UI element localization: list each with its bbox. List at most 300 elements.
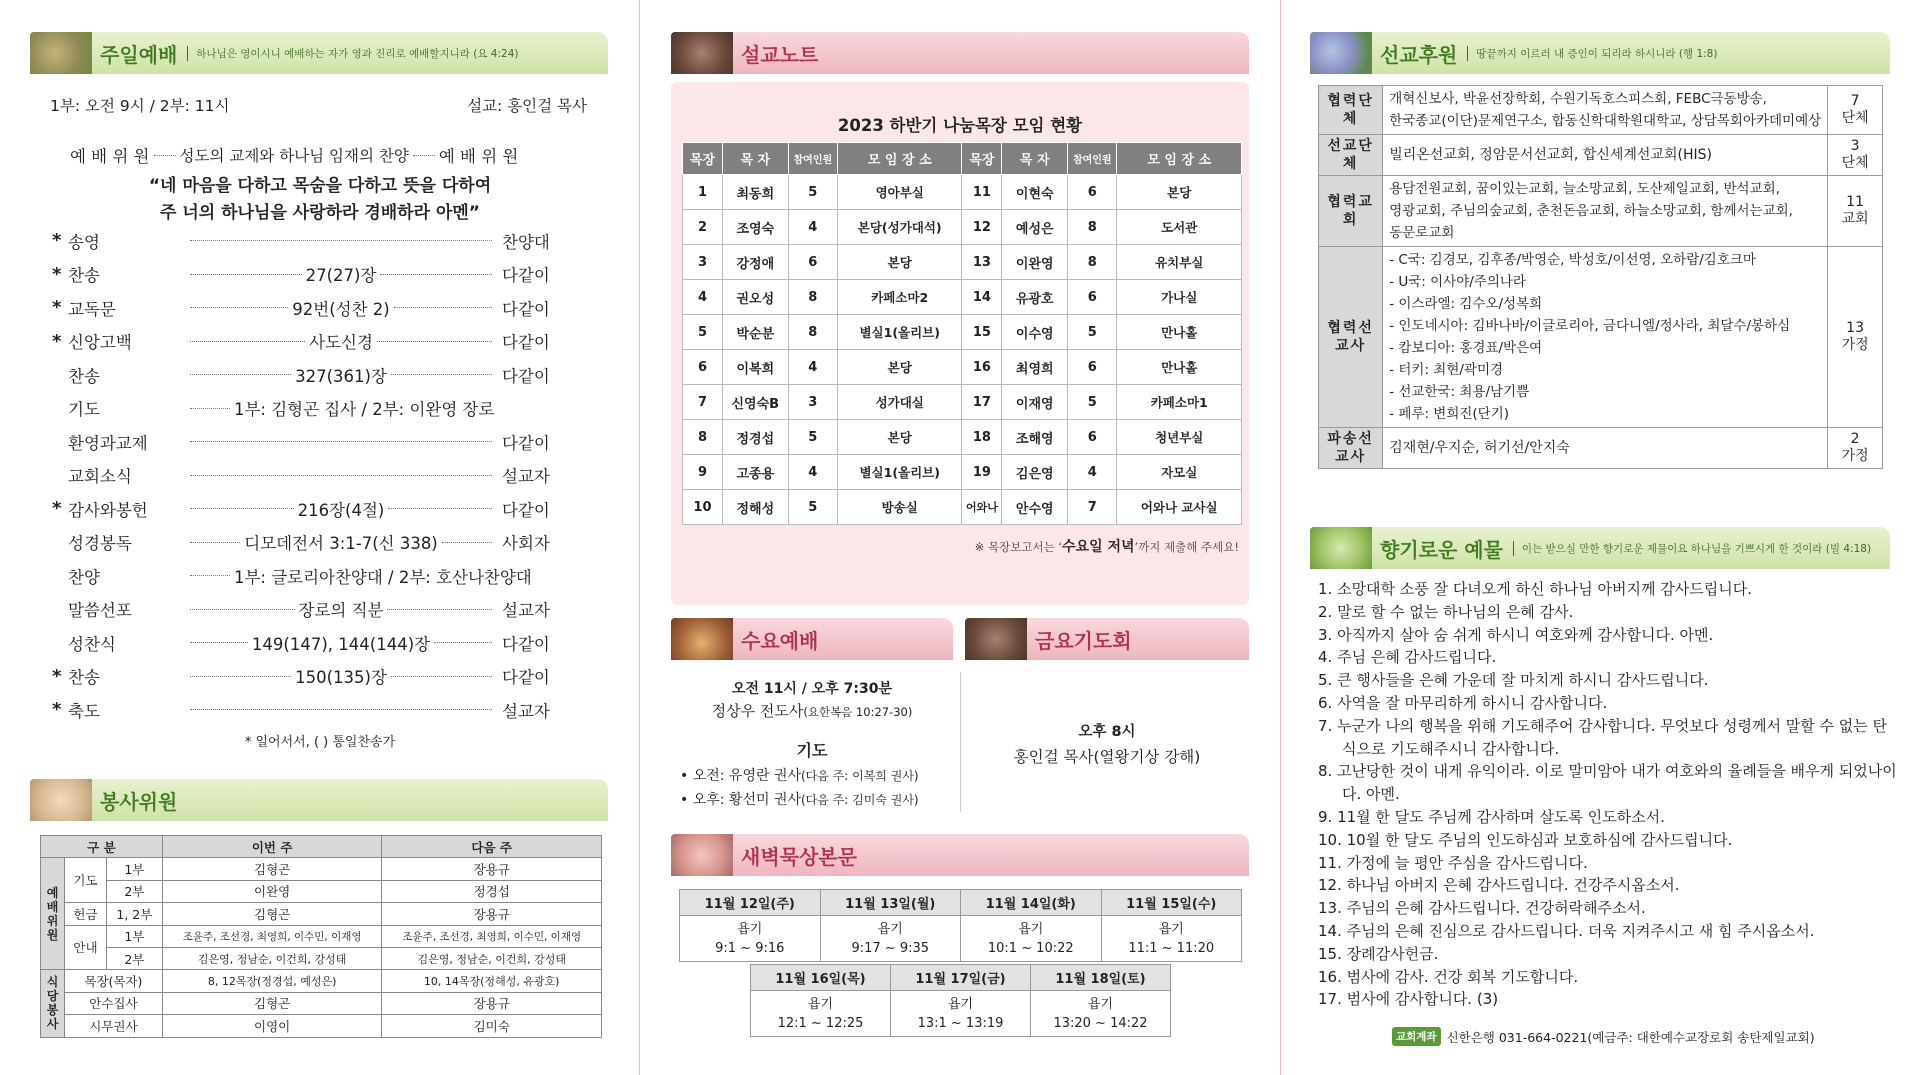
group-table-cell: 어와나 교사실 <box>1117 490 1242 525</box>
mission-line: - U국: 이사야/주의나라 <box>1389 274 1526 290</box>
list-item: 11. 가정에 늘 평안 주심을 감사드립니다. <box>1318 853 1588 872</box>
account-text: 신한은행 031-664-0221(예금주: 대한예수교장로회 송탄제일교회) <box>1446 1029 1815 1045</box>
table-row <box>683 245 1242 280</box>
group-table-cell: 권오성 <box>722 280 788 315</box>
wednesday-leader-line <box>671 700 953 721</box>
group-kitchen: 식당봉사 <box>41 970 65 1037</box>
group-table-cell: 5 <box>788 420 837 455</box>
order-label: 말씀선포 <box>68 601 132 620</box>
order-label: 신앙고백 <box>68 333 132 352</box>
group-table-cell: 어와나 <box>962 490 1002 525</box>
volunteers-table <box>40 835 602 1038</box>
order-detail: 216장(4절) <box>297 500 385 520</box>
group-table-cell: 본당 <box>837 350 961 385</box>
order-leader: 설교자 <box>502 601 550 620</box>
list-item: 1. 소망대학 소풍 잘 다녀오게 하신 하나님 아버지께 감사드립니다. <box>1318 580 1752 598</box>
table-row <box>41 970 602 992</box>
group-table-header: 참여인원 <box>788 143 837 175</box>
group-table-cell: 이완영 <box>1002 245 1068 280</box>
worship-order-item <box>52 325 588 358</box>
group-table-cell: 예성은 <box>1002 210 1068 245</box>
mission-count-part: 13 <box>1846 320 1864 336</box>
order-label: 축도 <box>68 701 100 721</box>
order-label: 송영 <box>68 232 100 252</box>
creed-line-1: “네 마음을 다하고 목숨을 다하고 뜻을 다하여 <box>148 176 492 196</box>
wednesday-pm <box>680 789 919 809</box>
pinecone-icon <box>30 32 92 74</box>
table-row <box>683 280 1242 315</box>
mission-row-count <box>1828 247 1883 428</box>
worship-subtitle: 하나님은 영이시니 예배하는 자가 영과 진리로 예배할지니라 (요 4:24) <box>187 46 518 61</box>
mission-count-part: 단체 <box>1841 155 1869 171</box>
dawn-date: 11월 17일(금) <box>891 965 1031 991</box>
order-detail: 92번(성찬 2) <box>292 299 390 319</box>
list-item: 14. 주님의 은혜 진심으로 감사드립니다. 더욱 지켜주시고 새 힘 주시옵소서. <box>1318 921 1815 940</box>
wednesday-time: 오전 11시 / 오후 7:30분 <box>731 681 893 697</box>
group-table-cell: 영아부실 <box>837 175 961 210</box>
order-detail: 디모데전서 3:1-7(신 338) <box>244 534 438 553</box>
mission-row-body <box>1383 86 1828 135</box>
order-detail: 150(135)장 <box>295 668 387 687</box>
volunteers-title: 봉사위원 <box>100 789 178 814</box>
group-table-cell: 조영숙 <box>722 210 788 245</box>
mission-row-body <box>1383 176 1828 247</box>
mission-row-count <box>1828 428 1883 469</box>
group-table-cell: 고종용 <box>722 455 788 490</box>
worship-order-item <box>52 425 588 458</box>
small-group-table-title: 2023 하반기 나눔목장 모임 현황 <box>837 116 1083 135</box>
group-table-cell: 8 <box>788 280 837 315</box>
sub-cell: 1부 <box>106 858 162 880</box>
cat-cell: 안수집사 <box>64 992 162 1014</box>
this-week-cell: 8, 12목장(정경섭, 예성은) <box>162 970 382 992</box>
pm-leader: • 오후: 황선미 권사 <box>680 792 801 808</box>
group-table-cell: 6 <box>788 245 837 280</box>
small-group-table <box>682 142 1242 525</box>
bible-cross-icon <box>965 618 1027 660</box>
group-table-cell: 유치부실 <box>1117 245 1242 280</box>
group-table-cell: 4 <box>1068 455 1117 490</box>
mission-title: 선교후원 <box>1380 42 1458 67</box>
worship-times: 1부: 오전 9시 / 2부: 11시 <box>50 97 230 115</box>
group-table-cell: 8 <box>1068 210 1117 245</box>
dawn-passage: 욥기 12:1 ~ 12:25 <box>751 991 891 1037</box>
group-table-cell: 11 <box>962 175 1002 210</box>
mission-line: - 캄보디아: 홍경표/박은여 <box>1389 340 1543 356</box>
sub-cell: 1부 <box>106 925 162 947</box>
mission-table <box>1318 85 1883 469</box>
list-item: 5. 큰 행사들을 은혜 가운데 잘 마치게 하시니 감사드립니다. <box>1318 671 1709 690</box>
order-label: 기도 <box>68 400 100 419</box>
worship-order-item <box>52 392 588 425</box>
table-row <box>41 858 602 880</box>
cat-cell: 목장(목자) <box>64 970 162 992</box>
order-leader: 다같이 <box>502 366 550 386</box>
mission-row-body <box>1383 428 1828 469</box>
list-item: 10. 10월 한 달도 주님의 인도하심과 보호하심에 감사드립니다. <box>1318 830 1733 849</box>
dawn-date: 11월 14일(화) <box>961 890 1102 916</box>
dawn-passage: 욥기 11:1 ~ 11:20 <box>1101 916 1242 962</box>
group-table-cell: 이복희 <box>722 350 788 385</box>
worship-order-item <box>52 291 588 324</box>
wednesday-leader: 정상우 전도사 <box>711 702 804 720</box>
group-table-cell: 박순분 <box>722 315 788 350</box>
account-badge: 교회계좌 <box>1392 1027 1441 1046</box>
group-table-cell: 6 <box>1068 175 1117 210</box>
dawn-title: 새벽묵상본문 <box>741 844 857 869</box>
standing-mark: * <box>52 665 62 687</box>
group-table-cell: 최영희 <box>1002 350 1068 385</box>
dawn-passage: 욥기 9:17 ~ 9:35 <box>820 916 961 962</box>
order-label: 성경봉독 <box>68 534 132 553</box>
mission-count-part: 11 <box>1846 194 1864 210</box>
order-label: 감사와봉헌 <box>68 500 148 520</box>
wednesday-prayer-title: 기도 <box>796 741 828 760</box>
friday-title: 금요기도회 <box>1035 628 1132 653</box>
dawn-banner <box>671 834 1249 876</box>
sermon-note-title: 설교노트 <box>741 42 819 67</box>
group-table-cell: 19 <box>962 455 1002 490</box>
group-table-cell: 2 <box>683 210 723 245</box>
call-left: 예 배 위 원 <box>70 147 150 166</box>
group-table-cell: 정해성 <box>722 490 788 525</box>
table-row <box>1319 428 1883 469</box>
standing-mark: * <box>52 230 62 251</box>
group-table-cell: 카페소마1 <box>1117 385 1242 420</box>
order-detail: 1부: 글로리아찬양대 / 2부: 호산나찬양대 <box>234 567 532 587</box>
mission-row-head: 협력교회 <box>1319 176 1383 247</box>
table-row <box>683 455 1242 490</box>
call-to-worship <box>70 143 588 167</box>
list-item: 8. 고난당한 것이 내게 유익이라. 이로 말미암아 내가 여호와의 율례들을 배우게 되었나이다. 아멘. <box>1318 762 1897 804</box>
mission-count-part: 가정 <box>1841 337 1869 353</box>
group-table-cell: 만나홀 <box>1117 350 1242 385</box>
table-row <box>41 903 602 925</box>
next-week-cell: 장용규 <box>382 992 602 1014</box>
mission-row-count <box>1828 135 1883 176</box>
order-leader: 다같이 <box>502 500 550 520</box>
volunteers-banner <box>30 779 608 821</box>
this-week-cell: 김형곤 <box>162 858 382 880</box>
sub-cell: 2부 <box>106 880 162 902</box>
this-week-cell: 이영이 <box>162 1015 382 1037</box>
group-table-cell: 4 <box>683 280 723 315</box>
table-row <box>41 1015 602 1037</box>
table-row <box>683 385 1242 420</box>
group-table-cell: 본당 <box>837 420 961 455</box>
cross-icon <box>671 32 733 74</box>
mission-line: 동문로교회 <box>1389 225 1455 241</box>
group-table-cell: 17 <box>962 385 1002 420</box>
list-item: 9. 11월 한 달도 주님께 감사하며 살도록 인도하소서. <box>1318 807 1665 826</box>
group-table-header: 목 자 <box>722 143 788 175</box>
candle-icon <box>671 618 733 660</box>
this-week-cell: 김형곤 <box>162 903 382 925</box>
group-table-cell: 13 <box>962 245 1002 280</box>
friday-banner <box>965 618 1249 660</box>
mission-line: 영광교회, 주님의숲교회, 춘천돈음교회, 하늘소망교회, 함께서는교회, <box>1389 203 1793 219</box>
worship-order-item <box>52 626 588 659</box>
sub-cell: 2부 <box>106 947 162 969</box>
worship-order-item <box>52 693 588 726</box>
order-leader: 찬양대 <box>502 232 550 252</box>
group-table-cell: 8 <box>683 420 723 455</box>
group-table-cell: 4 <box>788 350 837 385</box>
fragrance-subtitle: 이는 받으실 만한 향기로운 제물이요 하나님을 기쁘시게 한 것이라 (빌 4:18) <box>1513 541 1871 556</box>
mission-line: - 터키: 최현/곽미경 <box>1389 362 1504 378</box>
group-table-header: 참여인원 <box>1068 143 1117 175</box>
group-table-cell: 최동희 <box>722 175 788 210</box>
list-item: 13. 주님의 은혜 감사드립니다. 건강허락해주소서. <box>1318 899 1646 918</box>
mission-line: - 선교한국: 최용/남기쁨 <box>1389 384 1530 400</box>
worship-order-item <box>52 593 588 626</box>
standing-mark: * <box>52 699 62 720</box>
thanks-list <box>1318 578 1898 1011</box>
mission-count-part: 7 <box>1850 93 1860 109</box>
group-table-cell: 5 <box>788 490 837 525</box>
worship-order-item <box>52 492 588 525</box>
table-row <box>683 350 1242 385</box>
group-table-cell: 6 <box>1068 350 1117 385</box>
table-row <box>1319 176 1883 247</box>
table-row <box>41 880 602 902</box>
friday-time: 오후 8시 <box>1078 724 1136 740</box>
group-table-cell: 6 <box>1068 420 1117 455</box>
next-week-cell: 김은영, 정남순, 이건희, 강성태 <box>382 947 602 969</box>
group-table-cell: 만나홀 <box>1117 315 1242 350</box>
table-row <box>683 210 1242 245</box>
cat-cell: 헌금 <box>64 903 106 925</box>
standing-mark: * <box>52 297 62 318</box>
this-week-cell: 이완영 <box>162 880 382 902</box>
order-detail: 327(361)장 <box>295 366 387 386</box>
note-pre: ※ 목장보고서는 ‘ <box>974 540 1063 554</box>
cat-cell: 시무권사 <box>64 1015 162 1037</box>
group-table-cell: 이현숙 <box>1002 175 1068 210</box>
dawn-table-1 <box>679 889 1242 962</box>
worship-order-item <box>52 526 588 559</box>
order-label: 교독문 <box>68 299 116 319</box>
mission-line: - 이스라엘: 김수오/성복희 <box>1389 296 1543 312</box>
am-leader: • 오전: 유영란 권사 <box>680 768 801 784</box>
group-table-cell: 5 <box>1068 385 1117 420</box>
mission-line: - 인도네시아: 김바나바/이글로리아, 금다니엘/정사라, 최달수/봉하심 <box>1389 318 1791 334</box>
worship-title: 주일예배 <box>100 42 178 67</box>
fragrance-banner <box>1310 527 1890 569</box>
list-item: 15. 장례감사헌금. <box>1318 944 1439 963</box>
table-row <box>1319 247 1883 428</box>
order-leader: 사회자 <box>502 534 550 553</box>
next-week-cell: 장용규 <box>382 903 602 925</box>
mission-line: 용담전원교회, 꿈이있는교회, 늘소망교회, 도산제일교회, 반석교회, <box>1389 181 1780 197</box>
group-table-cell: 10 <box>683 490 723 525</box>
dawn-date: 11월 12일(주) <box>680 890 821 916</box>
worship-footnote: * 일어서서, ( ) 통일찬송가 <box>244 735 396 750</box>
column-worship <box>0 0 640 1075</box>
sub-cell: 1, 2부 <box>106 903 162 925</box>
group-table-cell: 안수영 <box>1002 490 1068 525</box>
small-group-note <box>671 536 1239 556</box>
mission-subtitle: 땅끝까지 이르러 내 증인이 되리라 하시니라 (행 1:8) <box>1467 46 1717 61</box>
group-table-cell: 정경섭 <box>722 420 788 455</box>
list-item: 4. 주님 은혜 감사드립니다. <box>1318 648 1497 667</box>
table-row <box>1319 86 1883 135</box>
table-row <box>683 490 1242 525</box>
order-detail: 장로의 직분 <box>298 601 384 620</box>
group-table-cell: 7 <box>683 385 723 420</box>
mission-banner <box>1310 32 1890 74</box>
mission-row-body <box>1383 135 1828 176</box>
fragrance-title: 향기로운 예물 <box>1380 537 1503 562</box>
group-table-cell: 방송실 <box>837 490 961 525</box>
table-row <box>683 315 1242 350</box>
mission-row-count <box>1828 86 1883 135</box>
group-table-cell: 3 <box>788 385 837 420</box>
order-detail: 27(27)장 <box>305 266 377 285</box>
dawn-passage: 욥기 13:1 ~ 13:19 <box>891 991 1031 1037</box>
list-item: 7. 누군가 나의 행복을 위해 기도해주어 감사합니다. 무엇보다 성령께서 말할 수 없는 탄식으로 기도해주시니 감사합니다. <box>1318 716 1887 758</box>
cat-cell: 안내 <box>64 925 106 970</box>
friday-detail: 홍인걸 목사(열왕기상 강해) <box>1013 748 1201 766</box>
mission-line: 개혁신보사, 박윤선장학회, 수원기독호스피스회, FEBC극동방송, <box>1389 91 1767 107</box>
order-label: 교회소식 <box>68 467 132 486</box>
dawn-passage: 욥기 10:1 ~ 10:22 <box>961 916 1102 962</box>
group-table-cell: 자모실 <box>1117 455 1242 490</box>
dawn-table-2 <box>750 964 1171 1037</box>
table-row <box>1319 135 1883 176</box>
dawn-passage: 욥기 9:1 ~ 9:16 <box>680 916 821 962</box>
service-divider <box>960 672 961 812</box>
wednesday-am <box>680 765 919 785</box>
group-table-cell: 5 <box>1068 315 1117 350</box>
mission-count-part: 3 <box>1850 138 1860 154</box>
group-table-cell: 별실1(올리브) <box>837 455 961 490</box>
worship-preacher: 설교: 홍인걸 목사 <box>467 97 587 115</box>
praying-hands-icon <box>30 779 92 821</box>
standing-mark: * <box>52 498 62 519</box>
call-mid: 성도의 교제와 하나님 임재의 찬양 <box>179 147 409 165</box>
list-item: 2. 말로 할 수 없는 하나님의 은혜 감사. <box>1318 602 1574 621</box>
group-table-cell: 4 <box>788 210 837 245</box>
group-table-cell: 8 <box>788 315 837 350</box>
group-table-cell: 4 <box>788 455 837 490</box>
group-table-cell: 6 <box>683 350 723 385</box>
worship-order-item <box>52 559 588 592</box>
worship-order-item <box>52 358 588 391</box>
group-table-cell: 이재영 <box>1002 385 1068 420</box>
pm-next: (다음 주: 김미숙 권사) <box>801 793 919 807</box>
mission-line: 한국종교(이단)문제연구소, 합동신학대학원대학교, 상담목회아카데미예상 <box>1389 113 1822 129</box>
mission-row-head: 선교단체 <box>1319 135 1383 176</box>
svc-head-next: 다음 주 <box>382 836 602 858</box>
dawn-date: 11월 15일(수) <box>1101 890 1242 916</box>
worship-order-item <box>52 224 588 257</box>
group-table-header: 목장 <box>962 143 1002 175</box>
wednesday-banner <box>671 618 953 660</box>
order-detail: 사도신경 <box>309 333 373 352</box>
group-table-cell: 본당 <box>1117 175 1242 210</box>
next-week-cell: 조윤주, 조선경, 최영희, 이수민, 이재영 <box>382 925 602 947</box>
table-row <box>683 420 1242 455</box>
group-table-cell: 신영숙B <box>722 385 788 420</box>
group-worship-committee: 예배위원 <box>41 858 65 970</box>
worship-banner <box>30 32 608 74</box>
mission-count-part: 단체 <box>1841 110 1869 126</box>
next-week-cell: 장용규 <box>382 858 602 880</box>
dawn-date: 11월 16일(목) <box>751 965 891 991</box>
mission-count-part: 2 <box>1850 431 1860 447</box>
mission-row-head: 파송선교사 <box>1319 428 1383 469</box>
group-table-cell: 이수영 <box>1002 315 1068 350</box>
mission-count-part: 가정 <box>1841 448 1869 464</box>
mission-row-body <box>1383 247 1828 428</box>
group-table-cell: 유광호 <box>1002 280 1068 315</box>
table-row <box>41 947 602 969</box>
this-week-cell: 김형곤 <box>162 992 382 1014</box>
group-table-cell: 성가대실 <box>837 385 961 420</box>
mission-line: 김재현/우지순, 허기선/안지숙 <box>1389 440 1570 456</box>
list-item: 12. 하나님 아버지 은혜 감사드립니다. 건강주시옵소서. <box>1318 876 1680 895</box>
group-table-cell: 15 <box>962 315 1002 350</box>
group-table-cell: 7 <box>1068 490 1117 525</box>
group-table-cell: 본당 <box>837 245 961 280</box>
this-week-cell: 김은영, 정남순, 이건희, 강성태 <box>162 947 382 969</box>
group-table-cell: 16 <box>962 350 1002 385</box>
dawn-passage: 욥기 13:20 ~ 14:22 <box>1031 991 1171 1037</box>
table-row <box>683 175 1242 210</box>
dawn-date: 11월 13일(월) <box>820 890 961 916</box>
leaf-icon <box>1310 527 1372 569</box>
group-table-cell: 9 <box>683 455 723 490</box>
group-table-cell: 도서관 <box>1117 210 1242 245</box>
order-label: 찬송 <box>68 668 100 687</box>
dawn-date: 11월 18일(토) <box>1031 965 1171 991</box>
group-table-cell: 18 <box>962 420 1002 455</box>
group-table-cell: 카페소마2 <box>837 280 961 315</box>
group-table-cell: 12 <box>962 210 1002 245</box>
order-label: 찬송 <box>68 366 100 386</box>
call-right: 예 배 위 원 <box>438 147 519 166</box>
group-table-cell: 조해영 <box>1002 420 1068 455</box>
group-table-cell: 5 <box>788 175 837 210</box>
standing-mark: * <box>52 263 62 285</box>
order-leader: 다같이 <box>502 634 550 654</box>
mission-row-head: 협력단체 <box>1319 86 1383 135</box>
mission-line: 빌리온선교회, 정암문서선교회, 합신세계선교회(HIS) <box>1389 147 1712 163</box>
order-leader: 설교자 <box>502 467 550 486</box>
group-table-cell: 김은영 <box>1002 455 1068 490</box>
flower-icon <box>671 834 733 876</box>
order-leader: 다같이 <box>502 668 550 687</box>
creed-line-2: 주 너의 하나님을 사랑하라 경배하라 아멘” <box>160 203 480 223</box>
list-item: 17. 범사에 감사합니다. (3) <box>1318 990 1499 1009</box>
group-table-header: 목 자 <box>1002 143 1068 175</box>
order-detail: 149(147), 144(144)장 <box>251 634 431 654</box>
worship-order-item <box>52 459 588 492</box>
group-table-cell: 가나실 <box>1117 280 1242 315</box>
next-week-cell: 10, 14목장(정해성, 유광호) <box>382 970 602 992</box>
mission-count-part: 교회 <box>1841 211 1869 227</box>
order-label: 환영과교제 <box>68 433 148 453</box>
this-week-cell: 조윤주, 조선경, 최영희, 이수민, 이재영 <box>162 925 382 947</box>
group-table-header: 모 임 장 소 <box>837 143 961 175</box>
group-table-cell: 6 <box>1068 280 1117 315</box>
group-table-header: 목장 <box>683 143 723 175</box>
svc-head-cat: 구 분 <box>41 836 163 858</box>
note-post: ’까지 제출해 주세요! <box>1134 540 1239 554</box>
group-table-cell: 1 <box>683 175 723 210</box>
worship-order-item <box>52 258 588 291</box>
